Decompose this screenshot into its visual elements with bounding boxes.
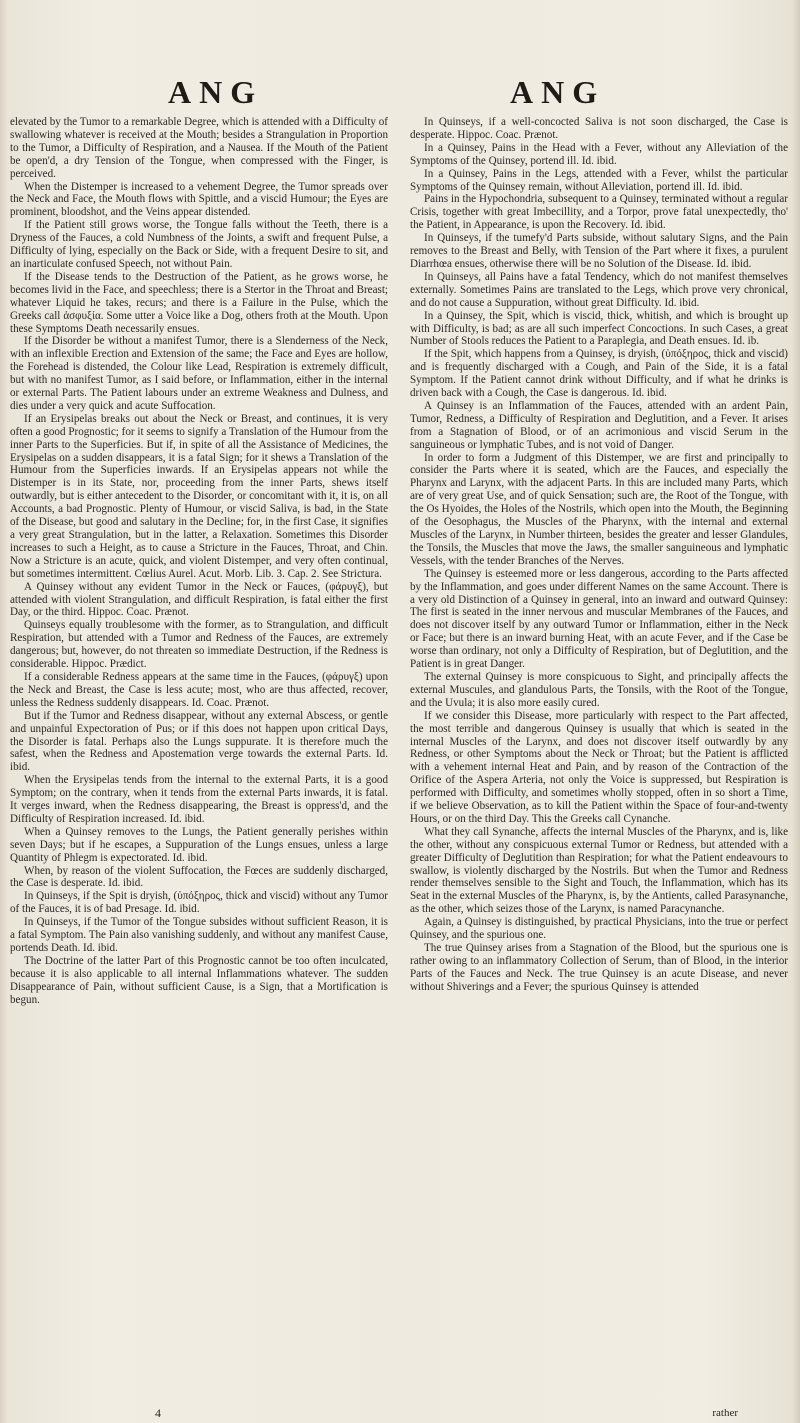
paragraph: In a Quinsey, Pains in the Head with a Fever, without any Alleviation of the Symptoms of the Quinsey, portend ill. Id. ibid. <box>410 141 788 167</box>
paragraph: elevated by the Tumor to a remarkable Degree, which is attended with a Difficulty of swallowing whatever is received at the Mouth; besides a Strangulation in Proportion to the Tumor, a Difficulty of Respiration, and a Nausea. If the Mouth of the Patient be open'd, a dry Tension of the Tongue, when compressed with the Finger, is perceived. <box>10 116 388 180</box>
paragraph: When the Erysipelas tends from the internal to the external Parts, it is a good Symptom; on the contrary, when it tends from the external Parts inwards, it is fatal. It verges inward, when the Redness disappearing, the Breast is oppress'd, and the Difficulty of Respiration increased. Id. ibid. <box>10 774 388 825</box>
paragraph: When a Quinsey removes to the Lungs, the Patient generally perishes within seven Days; but if he escapes, a Suppuration of the Lungs ensues, unless a large Quantity of Phlegm is expectorated. Id. ibid. <box>10 825 388 864</box>
paragraph: In Quinseys, if the Tumor of the Tongue subsides without sufficient Reason, it is a fatal Symptom. The Pain also vanishing suddenly, and without any manifest Cause, portends Death. Id. ibid. <box>10 916 388 954</box>
running-head-left: ANG <box>168 74 264 110</box>
paragraph: The true Quinsey arises from a Stagnation of the Blood, but the spurious one is rather owing to an inflammatory Collection of Serum, than of Blood, in the interior Parts of the Fauces and Neck. The true Quinsey is an acute Disease, and never without Shiverings and a Fever; the spurious Quinsey is attended <box>410 942 788 993</box>
left-column <box>10 116 388 1007</box>
paragraph: The external Quinsey is more conspicuous to Sight, and principally affects the external Muscules, and glandulous Parts, the Tonsils, with the Root of the Tongue, and the Uvula; it is also more easily cured. <box>410 670 788 709</box>
paragraph: In Quinseys, if the tumefy'd Parts subside, without salutary Signs, and the Pain removes to the Breast and Belly, with Tension of the Part where it fixes, a purulent Diarrhœa ensues, otherwise there will be no Solution of the Disease. Id. ibid. <box>410 232 788 270</box>
paragraph: In order to form a Judgment of this Distemper, we are first and principally to consider the Parts where it is seated, which are the Fauces, and especially the Pharynx and Larynx, with the adjacent Parts. In this are included many Parts, which are of very great Use, and of quick Sensation; such are, the Root of the Tongue, with the Os Hyoides, the Holes of the Nostrils, which open into the Mouth, the Beginning of the Oesophagus, the Muscles of the Pharynx, with the internal and external Muscles of the Larynx, in Number thirteen, besides the greater and lesser Glandules, the Tonsils, the Muscles that move the Jaws, the smaller sanguineous and lymphatic Vessels, with the tender Branches of the Nerves. <box>410 451 788 567</box>
paragraph: Pains in the Hypochondria, subsequent to a Quinsey, terminated without a regular Crisis, together with great Imbecillity, and a Torpor, prove fatal unexpectedly, tho' the Patient, in Appearance, is upon the Recovery. Id. ibid. <box>410 193 788 232</box>
paragraph: Again, a Quinsey is distinguished, by practical Physicians, into the true or perfect Quinsey, and the spurious one. <box>410 916 788 942</box>
paragraph: The Quinsey is esteemed more or less dangerous, according to the Parts affected by the Inflammation, and goes under different Names on the same Account. There is a very old Distinction of a Quinsey in general, into an inward and outward Quinsey: The first is seated in the inner nervous and muscular Membranes of the Fauces, and does not discover itself by any outward Tumor or Inflammation, either in the Neck or Face; but there is an inward burning Heat, with an acute Fever, and if the Case be worse than ordinary, not only a Difficulty of Respiration, but of Deglutition, and the Patient is in great Danger. <box>410 567 788 671</box>
paragraph: If the Spit, which happens from a Quinsey, is dryish, (ὑπόξηρος, thick and viscid) and is frequently discharged with a Cough, and Pain of the Side, it is a fatal Symptom. If the Patient cannot drink without Difficulty, and if what he drinks is driven back with a Cough, the Case is dangerous. Id. ibid. <box>410 348 788 400</box>
paragraph: If a considerable Redness appears at the same time in the Fauces, (φάρυγξ) upon the Neck and Breast, the Case is less acute; most, who are thus affected, recover, unless the Redness suddenly disappears. Id. Coac. Prænot. <box>10 670 388 709</box>
paragraph: When the Distemper is increased to a vehement Degree, the Tumor spreads over the Neck and Face, the Mouth flows with Spittle, and a viscid Humour; the Eyes are prominent, bloodshot, and the Veins appear distended. <box>10 180 388 219</box>
paragraph: In Quinseys, if a well-concocted Saliva is not soon discharged, the Case is desperate. Hippoc. Coac. Prænot. <box>410 116 788 141</box>
paragraph: If the Disorder be without a manifest Tumor, there is a Slenderness of the Neck, with an inflexible Erection and Extension of the same; the Face and Eyes are hollow, the Forehead is distended, the Colour like Lead, Respiration is extremely difficult, but with no manifest Tumor, as I said before, or Inflammation, either in the internal or external Parts. The Patient labours under an extreme Weakness and Dulness, and dies under a very quick and acute Suffocation. <box>10 335 388 412</box>
paragraph: Quinseys equally troublesome with the former, as to Strangulation, and difficult Respiration, but attended with a Tumor and Redness of the Fauces, are extremely dangerous; but, however, do not threaten so immediate Destruction, if the Redness is considerable. Hippoc. Prædict. <box>10 619 388 671</box>
paragraph: What they call Synanche, affects the internal Muscles of the Pharynx, and is, like the other, without any conspicuous external Tumor or Redness, but attended with a greater Difficulty of Deglutition than Respiration; for what the Patient endeavours to swallow, is violently discharged by the Nostrils. But when the Tumor and Redness render themselves sensible to the Sight and Touch, the Inflammation, which has its Seat in the external Muscles of the Pharynx, is, by the Antients, called Parasynanche, as the other, which seizes those of the Larynx, is named Paracynanche. <box>410 825 788 916</box>
paragraph: In Quinseys, all Pains have a fatal Tendency, which do not manifest themselves externally. Sometimes Pains are translated to the Legs, which prove very chronical, and do not cause a Suppuration, without great Difficulty. Id. ibid. <box>410 270 788 309</box>
paragraph: A Quinsey without any evident Tumor in the Neck or Fauces, (φάρυγξ), but attended with violent Strangulation, and difficult Respiration, is fatal either the first Day, or the third. Hippoc. Coac. Prænot. <box>10 580 388 619</box>
paragraph: If an Erysipelas breaks out about the Neck or Breast, and continues, it is very often a good Prognostic; for it seems to signify a Translation of the Humour from the inner Parts to the Superficies. But if, in spite of all the Assistance of Medicines, the Erysipelas on a sudden disappears, it is a fatal Sign; for it shews a Translation of the Humour from the Superficies inwards. If an Erysipelas appears not while the Distemper is in its State, nor, proceeding from the inner Parts, shews itself outwardly, but is either antecedent to the Disorder, or concomitant with it, it is, on all Accounts, a bad Prognostic. Plenty of Humour, or viscid Saliva, is bad, in the State of the Disease, but good and salutary in the Decline; for, in the first Case, it signifies a very great Strangulation, but in the latter, a Relaxation. Sometimes this Disorder increases to such a Height, as to cause a Stricture in the Fauces, Throat, and Chin. Now a Stricture is an acute, quick, and violent Distemper, and very often continual, but sometimes intermittent. Cœlius Aurel. Acut. Morb. Lib. 3. Cap. 2. See Strictura. <box>10 412 388 580</box>
paragraph: A Quinsey is an Inflammation of the Fauces, attended with an ardent Pain, Tumor, Redness, a Difficulty of Respiration and Deglutition, and a Fever. It arises from a Stagnation of Blood, or of an acrimonious and viscid Serum in the sanguineous or lymphatic Tubes, and is not void of Danger. <box>410 399 788 451</box>
paragraph: If we consider this Disease, more particularly with respect to the Part affected, the most terrible and dangerous Quinsey is usually that which is seated in the internal Muscles of the Larynx, and does not discover itself outwardly by any Redness, or other Symptoms about the Neck or Throat; but the Patient is afflicted with a vehement internal Heat and Pain, and by reason of the Contraction of the Orifice of the Aspera Arteria, not only the Voice is suppressed, but Respiration is performed with Difficulty, and sometimes wholly stopped, often in so short a Time, if we believe Observation, as to kill the Patient within the Space of four-and-twenty Hours, or on the third Day. This the Greeks call Cynanche. <box>410 709 788 825</box>
right-column <box>410 116 788 994</box>
page-edge-right <box>792 0 800 1423</box>
paragraph: If the Patient still grows worse, the Tongue falls without the Teeth, there is a Dryness of the Fauces, a cold Numbness of the Joints, a swift and frequent Pulse, a Difficulty of lying, especially on the Back or Side, with a frequent Desire to sit, and an inarticulate confused Speech, not without Pain. <box>10 219 388 270</box>
paragraph: In a Quinsey, the Spit, which is viscid, thick, whitish, and which is brought up with Difficulty, is bad; as are all such imperfect Concoctions. In such Cases, a great Number of Stools reduces the Patient to a Paraplegia, and Death ensues. Id. ib. <box>410 309 788 348</box>
paragraph: If the Disease tends to the Destruction of the Patient, as he grows worse, he becomes livid in the Face, and speechless; there is a Stertor in the Throat and Breast; whatever Liquid he takes, recurs; and there is a Failure in the Pulse, which the Greeks call ἀσφυξία. Some utter a Voice like a Dog, others froth at the Mouth. Upon these Symptoms Death necessarily ensues. <box>10 270 388 335</box>
page-number: 4 <box>155 1406 161 1420</box>
paragraph: When, by reason of the violent Suffocation, the Fœces are suddenly discharged, the Case is desperate. Id. ibid. <box>10 864 388 890</box>
paragraph: The Doctrine of the latter Part of this Prognostic cannot be too often inculcated, because it is also applicable to all internal Inflammations whatever. The sudden Disappearance of Pain, without sufficient Cause, is a Sign, that a Mortification is begun. <box>10 954 388 1006</box>
catchword: rather <box>712 1407 738 1419</box>
paragraph: In a Quinsey, Pains in the Legs, attended with a Fever, whilst the particular Symptoms of the Quinsey remain, without Alleviation, portend ill. Id. ibid. <box>410 167 788 193</box>
running-head-right: ANG <box>510 74 606 110</box>
paragraph: But if the Tumor and Redness disappear, without any external Abscess, or gentle and unpainful Expectoration of Pus; or if this does not happen upon critical Days, the Disorder is fatal. Perhaps also the Lungs suppurate. It is therefore much the safest, when the Redness and Apostemation verge towards the external Parts. Id. ibid. <box>10 709 388 774</box>
page-edge-left <box>0 0 8 1423</box>
paragraph: In Quinseys, if the Spit is dryish, (ὑπόξηρος, thick and viscid) without any Tumor of the Fauces, it is of bad Presage. Id. ibid. <box>10 890 388 916</box>
